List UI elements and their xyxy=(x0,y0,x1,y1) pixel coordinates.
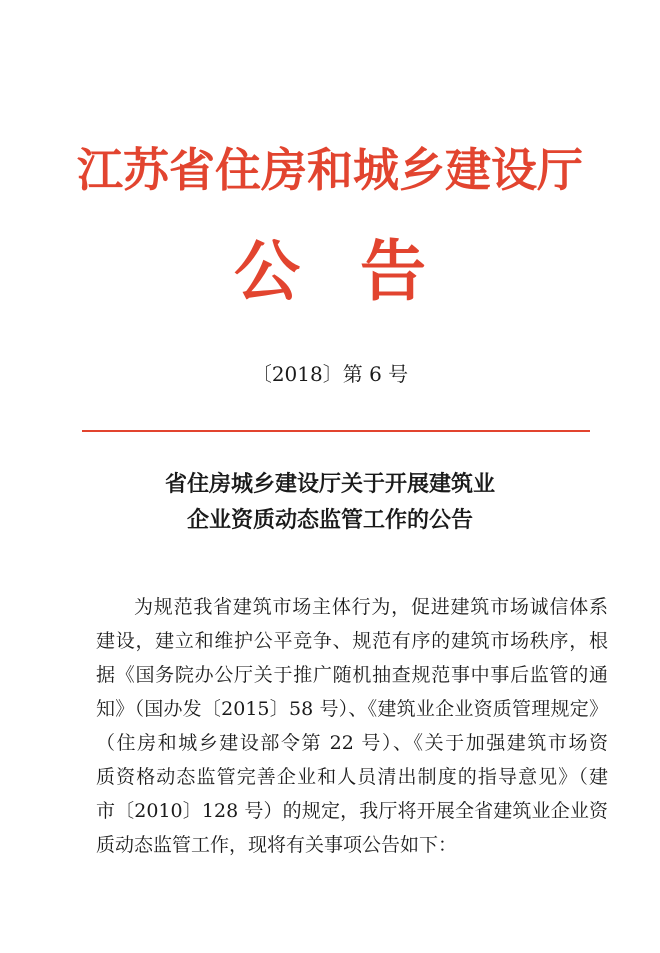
document-number: 〔2018〕第 6 号 xyxy=(251,362,409,386)
body-line: 质动态监管工作，现将有关事项公告如下： xyxy=(96,834,458,856)
title-line: 省住房城乡建设厅关于开展建筑业 xyxy=(164,471,495,497)
body-line: 质资格动态监管完善企业和人员清出制度的指导意见》（建 xyxy=(96,766,608,788)
document-title xyxy=(0,466,660,538)
body-paragraph xyxy=(96,590,608,862)
body-line: 市〔2010〕128 号）的规定，我厅将开展全省建筑业企业资 xyxy=(96,800,608,822)
body-line: （住房和城乡建设部令第 22 号）、《关于加强建筑市场资 xyxy=(96,732,608,754)
body-line: 据《国务院办公厅关于推广随机抽查规范事中事后监管的通 xyxy=(96,664,608,686)
red-divider xyxy=(82,430,590,432)
notice-heading: 公告 xyxy=(234,233,486,310)
body-line: 知》（国办发〔2015〕58 号）、《建筑业企业资质管理规定》 xyxy=(96,698,608,720)
issuing-authority: 江苏省住房和城乡建设厅 xyxy=(77,143,583,197)
title-line: 企业资质动态监管工作的公告 xyxy=(186,507,473,533)
body-line: 为规范我省建筑市场主体行为，促进建筑市场诚信体系 xyxy=(134,596,608,618)
body-line: 建设，建立和维护公平竞争、规范有序的建筑市场秩序，根 xyxy=(96,630,608,652)
